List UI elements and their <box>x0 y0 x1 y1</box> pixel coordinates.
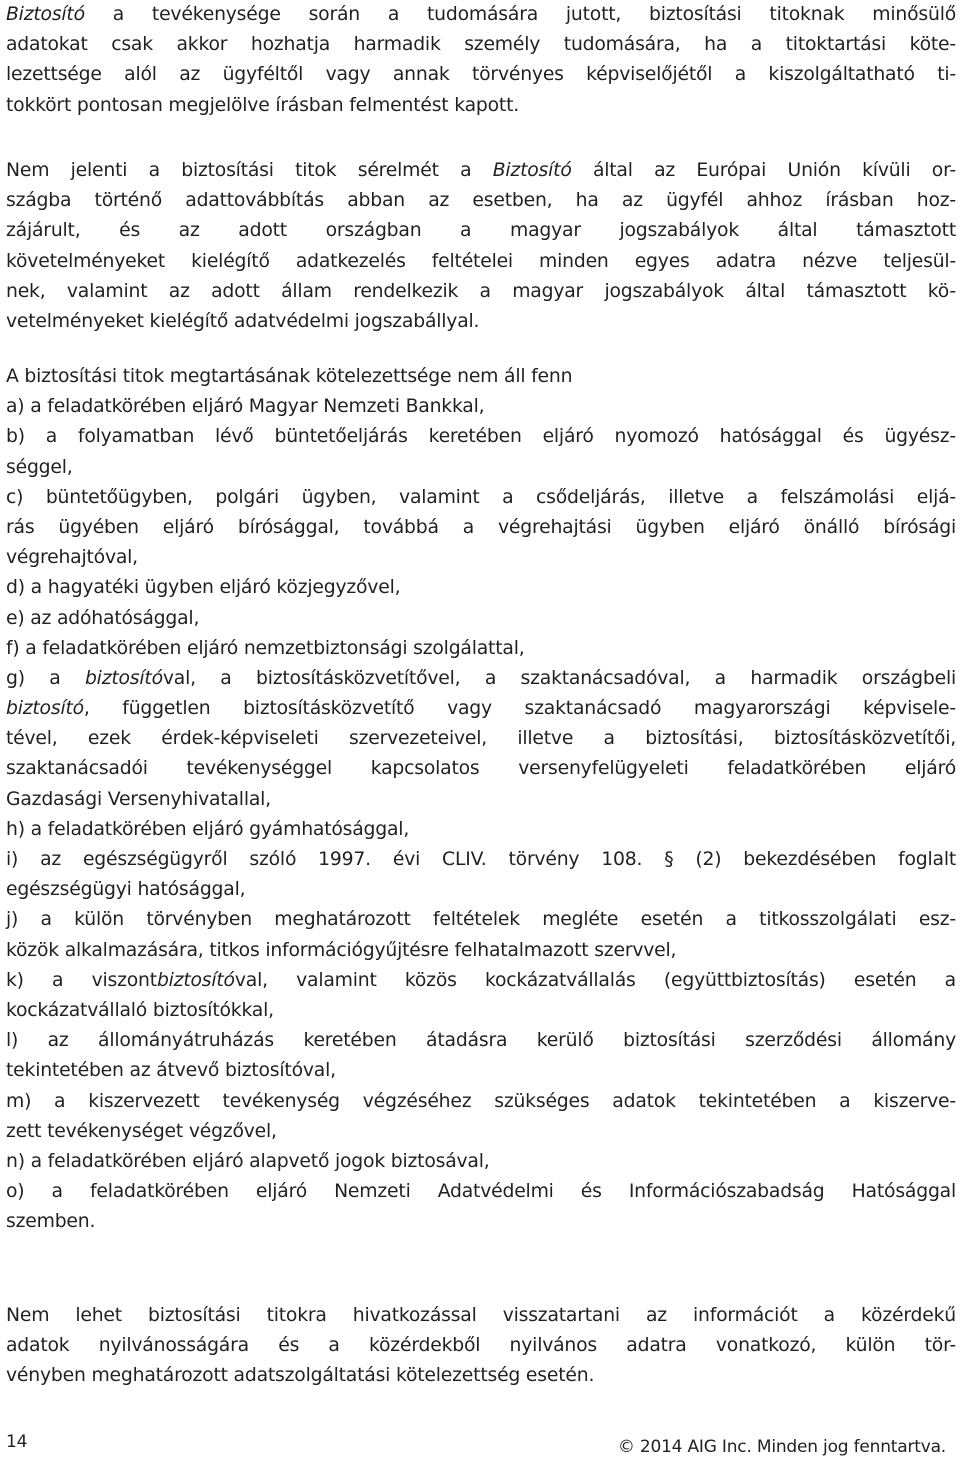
list-item-continuation: rás ügyében eljáró bírósággal, továbbá a végrehajtási ügyben eljáró önálló bírósági <box>6 516 956 538</box>
text-run: által az Európai Unión kívüli or- <box>571 160 956 181</box>
text-line: Nem lehet biztosítási titokra hivatkozással visszatartani az információt a közérdekű <box>6 1305 956 1326</box>
text-run: val, a biztosításközvetítővel, a szaktanácsadóval, a harmadik országbeli <box>162 667 956 689</box>
text-line: követelményeket kielégítő adatkezelés feltételei minden egyes adatra nézve teljesül- <box>6 250 956 272</box>
list-item <box>6 664 956 694</box>
list-item: j) a külön törvényben meghatározott feltételek megléte esetén a titkosszolgálati esz- <box>6 909 956 931</box>
insurer-term: Biztosító <box>492 160 572 181</box>
text-run: a tevékenysége során a tudomására jutott, biztosítási titoknak minősülő <box>84 4 956 25</box>
text-line: szágba történő adattovábbítás abban az esetben, ha az ügyfél ahhoz írásban hoz- <box>6 190 956 212</box>
list-item-continuation: zett tevékenységet végzővel, <box>6 1120 277 1142</box>
list-item-continuation: szaktanácsadói tevékenységgel kapcsolatos versenyfelügyeleti feladatkörében eljáró <box>6 758 956 780</box>
list-item: n) a feladatkörében eljáró alapvető jogok biztosával, <box>6 1150 490 1172</box>
text-line: vetelményeket kielégítő adatvédelmi jogszabállyal. <box>6 310 480 332</box>
text-line <box>6 0 956 30</box>
list-item: l) az állományátruházás keretében átadásra kerülő biztosítási szerződési állomány <box>6 1030 956 1052</box>
text-run: val, valamint közös kockázatvállalás (együttbiztosítás) esetén a <box>234 969 956 991</box>
list-item-continuation: tével, ezek érdek-képviseleti szervezeteivel, illetve a biztosítási, biztosításközvetítői, <box>6 728 956 750</box>
list-item-continuation: szemben. <box>6 1211 96 1233</box>
list-item: c) büntetőügyben, polgári ügyben, valamint a csődeljárás, illetve a felszámolási eljá- <box>6 486 956 508</box>
list-item-continuation: végrehajtóval, <box>6 547 138 569</box>
text-line: lezettsége alól az ügyféltől vagy annak törvényes képviselőjétől a kiszolgáltatható ti- <box>6 64 956 86</box>
text-line <box>6 156 956 186</box>
text-line: zájárult, és az adott országban a magyar jogszabályok által támasztott <box>6 220 956 242</box>
list-item: i) az egészségügyről szóló 1997. évi CLIV. törvény 108. § (2) bekezdésében foglalt <box>6 849 956 870</box>
page-number: 14 <box>6 1432 28 1452</box>
text-run: , független biztosításközvetítő vagy szaktanácsadó magyarországi képvisele- <box>83 698 956 720</box>
paragraph-eu-transfer <box>6 156 956 337</box>
paragraph-exceptions-list <box>6 362 956 1237</box>
list-item-continuation: egészségügyi hatósággal, <box>6 879 246 901</box>
insurer-term: biztosító <box>156 969 235 991</box>
text-run: k) a viszont <box>6 969 157 991</box>
list-item: e) az adóhatósággal, <box>6 607 200 629</box>
paragraph-public-interest <box>6 1301 956 1392</box>
text-line: tokkört pontosan megjelölve írásban felmentést kapott. <box>6 94 520 116</box>
copyright-notice: © 2014 AIG Inc. Minden jog fenntartva. <box>617 1437 946 1457</box>
list-item-continuation <box>6 694 956 724</box>
insurer-term: biztosító <box>84 667 163 689</box>
list-item-continuation: Gazdasági Versenyhivatallal, <box>6 788 271 810</box>
list-item-continuation: tekintetében az átvevő biztosítóval, <box>6 1060 336 1082</box>
list-item-continuation: kockázatvállaló biztosítókkal, <box>6 999 274 1021</box>
list-item: f) a feladatkörében eljáró nemzetbiztonsági szolgálattal, <box>6 637 525 659</box>
list-item: b) a folyamatban lévő büntetőeljárás keretében eljáró nyomozó hatósággal és ügyész- <box>6 426 956 448</box>
text-line: adatok nyilvánosságára és a közérdekből nyilvános adatra vonatkozó, külön tör- <box>6 1335 956 1357</box>
list-item: o) a feladatkörében eljáró Nemzeti Adatvédelmi és Információszabadság Hatósággal <box>6 1181 956 1203</box>
text-line: adatokat csak akkor hozhatja harmadik személy tudomására, ha a titoktartási köte- <box>6 34 956 56</box>
list-item: h) a feladatkörében eljáró gyámhatósággal, <box>6 818 410 840</box>
list-item: d) a hagyatéki ügyben eljáró közjegyzővel, <box>6 577 401 599</box>
paragraph-confidentiality-release <box>6 0 956 121</box>
list-item: a) a feladatkörében eljáró Magyar Nemzeti Bankkal, <box>6 396 485 418</box>
insurer-term: Biztosító <box>6 4 85 25</box>
text-run: g) a <box>6 667 85 689</box>
text-run: Nem jelenti a biztosítási titok sérelmét a <box>6 160 493 181</box>
list-item-continuation: közök alkalmazására, titkos információgyűjtésre felhatalmazott szervvel, <box>6 939 677 961</box>
list-item-continuation: séggel, <box>6 456 73 478</box>
text-line: vényben meghatározott adatszolgáltatási kötelezettség esetén. <box>6 1365 595 1387</box>
list-item <box>6 966 956 996</box>
list-intro: A biztosítási titok megtartásának kötelezettsége nem áll fenn <box>6 366 573 387</box>
text-line: nek, valamint az adott állam rendelkezik a magyar jogszabályok által támasztott kö- <box>6 280 956 302</box>
list-item: m) a kiszervezett tevékenység végzéséhez szükséges adatok tekintetében a kiszerve- <box>6 1090 956 1112</box>
insurer-term: biztosító <box>6 698 84 720</box>
